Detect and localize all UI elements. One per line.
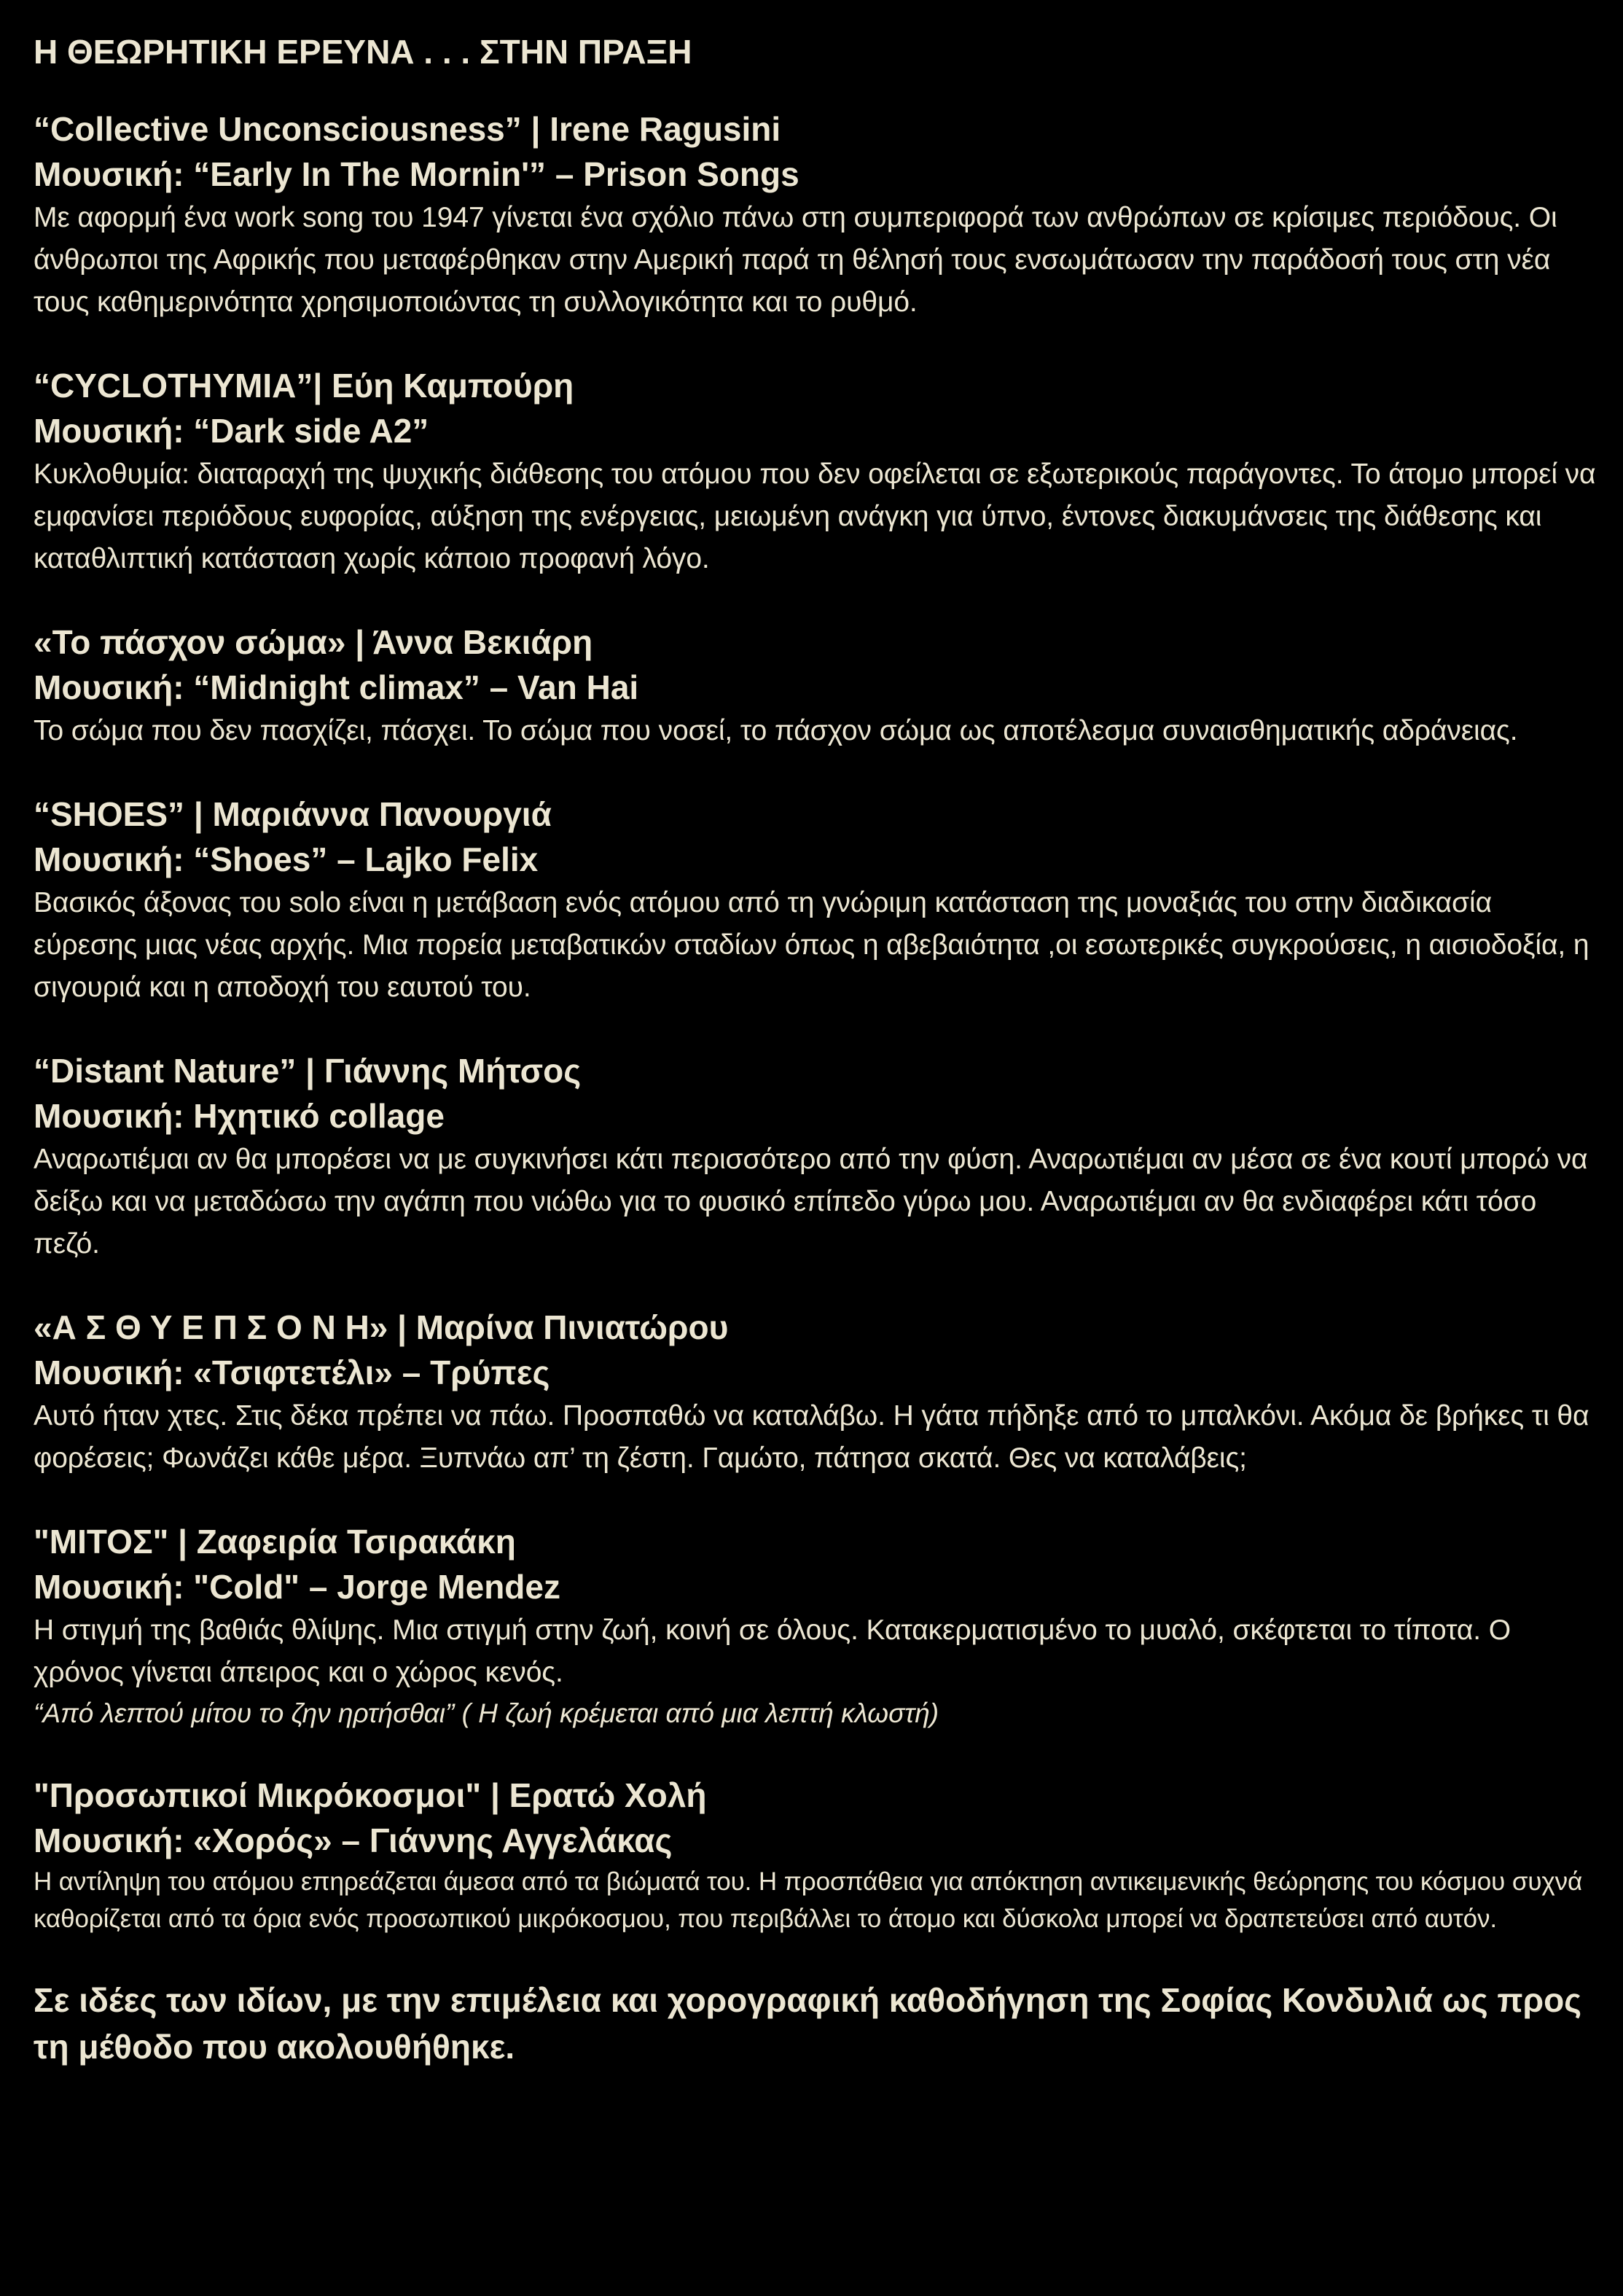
entry-title: «Το πάσχον σώμα» | Άννα Βεκιάρη	[34, 623, 593, 661]
entry-title: “SHOES” | Μαριάννα Πανουργιά	[34, 795, 552, 833]
entry-pasxon-soma	[34, 620, 1600, 752]
entry-description: Η στιγμή της βαθιάς θλίψης. Μια στιγμή στην ζωή, κοινή σε όλους. Κατακερματισμένο το μυαλό, σκέφτεται το τίποτα. Ο χρόνος γίνεται άπειρος και ο χώρος κενός.	[34, 1614, 1511, 1688]
entry-title: “Collective Unconsciousness” | Irene Ragusini	[34, 110, 781, 148]
entry-title: «Α Σ Θ Υ Ε Π Σ Ο Ν Η» | Μαρίνα Πινιατώρου	[34, 1308, 729, 1346]
entry-music: Μουσική: «Χορός» – Γιάννης Αγγελάκας	[34, 1821, 673, 1859]
entry-description: Η αντίληψη του ατόμου επηρεάζεται άμεσα από τα βιώματά του. Η προσπάθεια για απόκτηση αντικειμενικής θεώρησης του κόσμου συχνά καθορίζεται από τα όρια ενός προσωπικού μικρόκοσμου, που περιβάλλει το άτομο και δύσκολα μπορεί να δραπετεύσει από αυτόν.	[34, 1867, 1583, 1933]
page-heading: Η ΘΕΩΡΗΤΙΚΗ ΕΡΕΥΝΑ . . . ΣΤΗΝ ΠΡΑΞΗ	[34, 33, 692, 71]
entry-quote: “Από λεπτού μίτου το ζην ηρτήσθαι” ( Η ζωή κρέμεται από μια λεπτή κλωστή)	[34, 1698, 939, 1728]
entry-music: Μουσική: “Midnight climax” – Van Hai	[34, 668, 639, 706]
entry-title: "ΜΙΤΟΣ" | Ζαφειρία Τσιρακάκη	[34, 1523, 516, 1561]
entry-asthyepsoni	[34, 1305, 1600, 1480]
entry-distant-nature	[34, 1048, 1600, 1265]
entry-description: Αυτό ήταν χτες. Στις δέκα πρέπει να πάω. Προσπαθώ να καταλάβω. Η γάτα πήδηξε από το μπαλκόνι. Ακόμα δε βρήκες τι θα φορέσεις; Φωνάζει κάθε μέρα. Ξυπνάω απ’ τη ζέστη. Γαμώτο, πάτησα σκατά. Θες να καταλάβεις;	[34, 1400, 1589, 1474]
entry-shoes	[34, 792, 1600, 1009]
entry-music: Μουσική: “Shoes” – Lajko Felix	[34, 840, 539, 878]
document-page	[34, 29, 1600, 2070]
entry-description: Αναρωτιέμαι αν θα μπορέσει να με συγκινήσει κάτι περισσότερο από την φύση. Αναρωτιέμαι αν μέσα σε ένα κουτί μπορώ να δείξω και να μεταδώσω την αγάπη που νιώθω για το φυσικό επίπεδο γύρω μου. Αναρωτιέμαι αν θα ενδιαφέρει κάτι τόσο πεζό.	[34, 1144, 1588, 1260]
entry-title: "Προσωπικοί Μικρόκοσμοι" | Ερατώ Χολή	[34, 1776, 707, 1814]
entry-description: Με αφορμή ένα work song του 1947 γίνεται ένα σχόλιο πάνω στη συμπεριφορά των ανθρώπων σε κρίσιμες περιόδους. Οι άνθρωποι της Αφρικής που μεταφέρθηκαν στην Αμερική παρά τη θέλησή τους ενσωμάτωσαν την παράδοσή τους στη νέα τους καθημερινότητα χρησιμοποιώντας τη συλλογικότητα και το ρυθμό.	[34, 202, 1557, 318]
entry-collective-unconsciousness	[34, 106, 1600, 324]
credits-footer: Σε ιδέες των ιδίων, με την επιμέλεια και χορογραφική καθοδήγηση της Σοφίας Κονδυλιά ως προς τη μέθοδο που ακολουθήθηκε.	[34, 1981, 1582, 2066]
entry-music: Μουσική: «Τσιφτετέλι» – Τρύπες	[34, 1354, 550, 1391]
entry-description: Βασικός άξονας του solo είναι η μετάβαση ενός ατόμου από τη γνώριμη κατάσταση της μοναξιάς του στην διαδικασία εύρεσης μιας νέας αρχής. Μια πορεία μεταβατικών σταδίων όπως η αβεβαιότητα ,οι εσωτερικές συγκρούσεις, η αισιοδοξία, η σιγουριά και η αποδοχή του εαυτού του.	[34, 887, 1589, 1003]
entry-prosopikoi-mikrokosmoi	[34, 1773, 1600, 1937]
entry-music: Μουσική: "Cold" – Jorge Mendez	[34, 1568, 560, 1606]
entry-description: Το σώμα που δεν πασχίζει, πάσχει. Το σώμα που νοσεί, το πάσχον σώμα ως αποτέλεσμα συναισθηματικής αδράνειας.	[34, 715, 1518, 746]
entry-cyclothymia	[34, 363, 1600, 580]
entry-title: “CYCLOTHYMIA”| Εύη Καμπούρη	[34, 367, 574, 405]
entry-music: Μουσική: Ηχητικό collage	[34, 1097, 445, 1135]
entry-music: Μουσική: “Early In The Mornin'” – Prison Songs	[34, 155, 799, 193]
entry-mitos	[34, 1519, 1600, 1733]
entry-title: “Distant Nature” | Γιάννης Μήτσος	[34, 1052, 582, 1090]
entry-description: Κυκλοθυμία: διαταραχή της ψυχικής διάθεσης του ατόμου που δεν οφείλεται σε εξωτερικούς παράγοντες. Το άτομο μπορεί να εμφανίσει περιόδους ευφορίας, αύξηση της ενέργειας, μειωμένη ανάγκη για ύπνο, έντονες διακυμάνσεις της διάθεσης και καταθλιπτική κατάσταση χωρίς κάποιο προφανή λόγο.	[34, 458, 1596, 574]
entry-music: Μουσική: “Dark side A2”	[34, 412, 429, 450]
